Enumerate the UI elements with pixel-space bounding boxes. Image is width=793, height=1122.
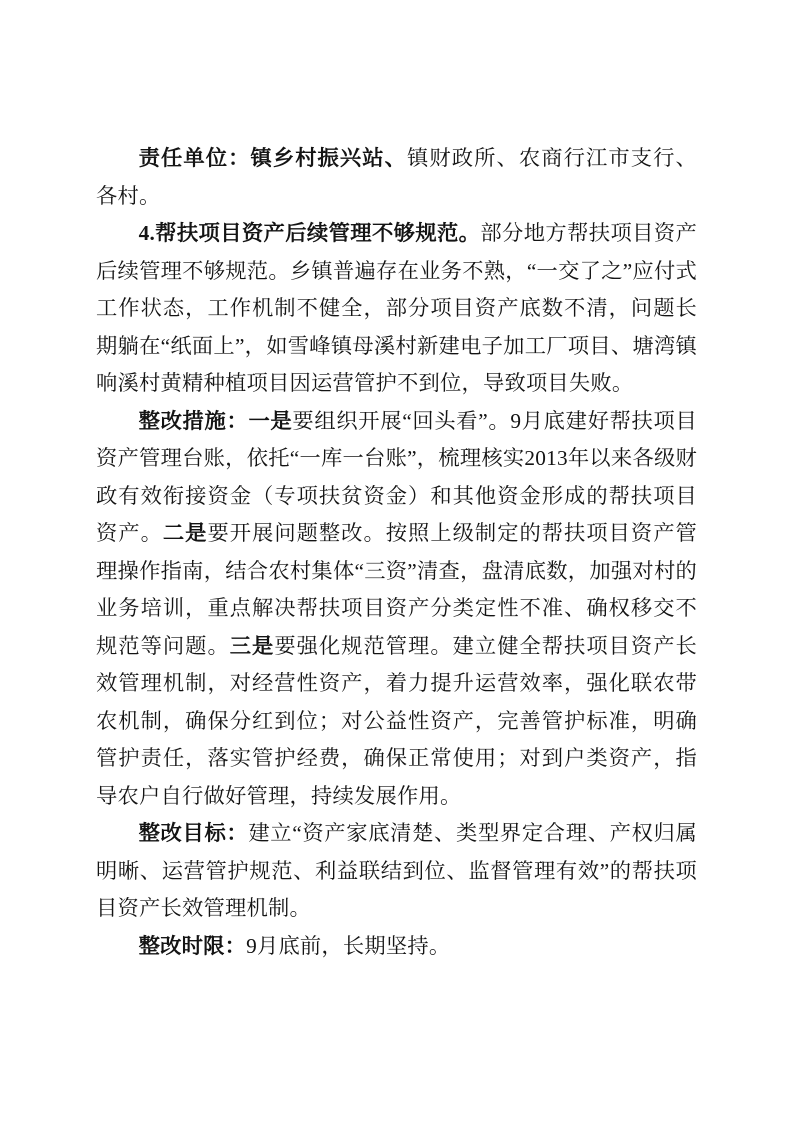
- text-run: 三是: [229, 633, 275, 658]
- text-run: 责任单位：镇乡村振兴站、: [138, 146, 408, 170]
- rectification-measures-paragraph: [96, 403, 697, 816]
- text-run: 部分地方帮扶项目资产后续管理不够规范。乡镇普遍存在业务不熟，“一交了之”应付式工作状态，工作机制不健全，部分项目资产底数不清，问题长期躺在“纸面上”，如雪峰镇母溪村新建电子加工厂项目、塘湾镇响溪村黄精种植项目因运营管护不到位，导致项目失败。: [96, 221, 697, 395]
- text-run: 整改时限：: [138, 933, 247, 958]
- document-body: [96, 140, 697, 965]
- text-run: 建立“资产家底清楚、类型界定合理、产权归属明晰、运营管护规范、利益联结到位、监督管理有效”的帮扶项目资产长效管理机制。: [96, 821, 697, 920]
- problem-4-paragraph: [96, 215, 697, 403]
- text-run: 镇财政所、农商行江市支行、各村。: [96, 146, 697, 208]
- text-run: 整改目标：: [138, 821, 249, 845]
- text-run: 要组织开展“回头看”。9月底建好帮扶项目资产管理台账，依托“一库一台账”，梳理核实2013年以来各级财政有效衔接资金（专项扶贫资金）和其他资金形成的帮扶项目资产。: [96, 408, 697, 545]
- text-run: 二是: [162, 521, 208, 545]
- responsible-unit-paragraph: [96, 140, 697, 215]
- rectification-target-paragraph: [96, 815, 697, 928]
- text-run: 9月底前，长期坚持。: [246, 933, 451, 958]
- text-run: 要强化规范管理。建立健全帮扶项目资产长效管理机制，对经营性资产，着力提升运营效率，强化联农带农机制，确保分红到位；对公益性资产，完善管护标准，明确管护责任，落实管护经费，确保正常使用；对到户类资产，指导农户自行做好管理，持续发展作用。: [96, 633, 697, 808]
- text-run: 要开展问题整改。按照上级制定的帮扶项目资产管理操作指南，结合农村集体“三资”清查，盘清底数，加强对村的业务培训，重点解决帮扶项目资产分类定性不准、确权移交不规范等问题。: [96, 521, 697, 658]
- text-run: 4.帮扶项目资产后续管理不够规范。: [138, 221, 481, 245]
- text-run: 整改措施：一是: [138, 408, 293, 433]
- rectification-deadline-paragraph: [96, 928, 697, 966]
